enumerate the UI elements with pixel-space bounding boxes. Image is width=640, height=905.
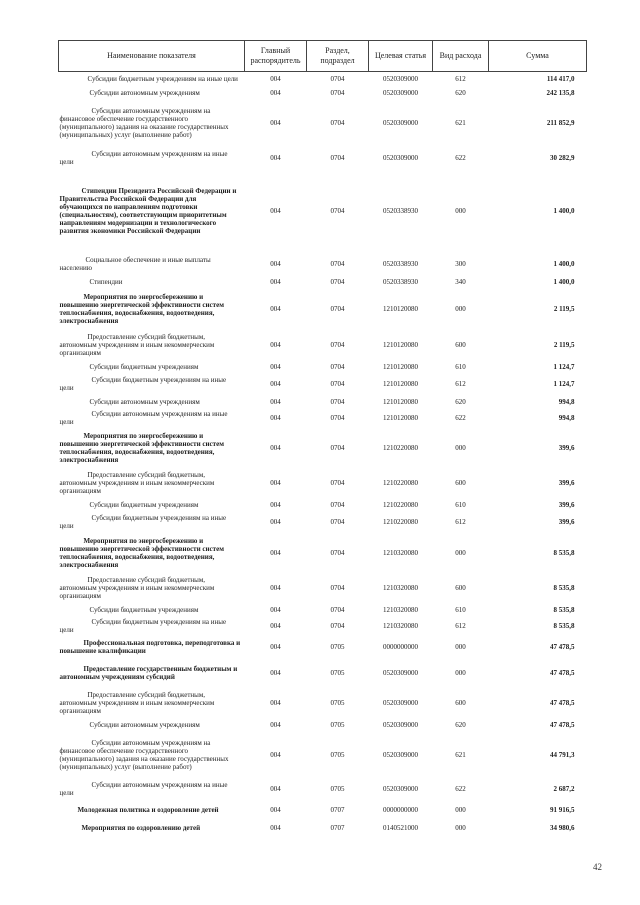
- row-name-text: Стипендии Президента Российской Федерации и Правительства Российской Федерации для обучающихся по направлениям подготовки (специальностям), соответствующим приоритетным направлениям модернизации и технологического развития экономики Российской Федерации: [59, 187, 237, 235]
- row-name-text: Предоставление субсидий бюджетным, автономным учреждениям и иным некоммерческим организациям: [59, 691, 215, 715]
- table-row: [59, 99, 587, 147]
- row-grbs: 004: [270, 549, 281, 557]
- row-exp-type: 610: [455, 605, 466, 614]
- row-exp-type: 620: [455, 720, 466, 729]
- row-target: 1210320080: [383, 584, 418, 592]
- row-grbs: 004: [270, 75, 281, 83]
- row-exp-type: 621: [455, 751, 466, 759]
- row-exp-type: 622: [455, 785, 466, 793]
- row-grbs: 004: [270, 154, 281, 162]
- row-name: [59, 253, 245, 275]
- row-name: [59, 658, 245, 688]
- row-exp-type: 000: [455, 806, 466, 814]
- table-row: [59, 718, 587, 731]
- row-name-text: Субсидии бюджетным учреждениям: [89, 605, 199, 614]
- budget-table-container: [58, 40, 586, 835]
- row-sum: 2 119,5: [553, 341, 575, 349]
- row-section: 0704: [330, 277, 345, 286]
- row-name-text: Субсидии бюджетным учреждениям на иные цели: [59, 514, 227, 530]
- row-name-text: Субсидии автономным учреждениям на иные цели: [59, 781, 228, 797]
- row-name-text: Предоставление субсидий бюджетным, автономным учреждениям и иным некоммерческим организациям: [59, 333, 215, 357]
- row-target: 0140521000: [383, 824, 418, 832]
- row-name-text: Субсидии бюджетным учреждениям на иные цели: [59, 376, 227, 392]
- row-exp-type: 600: [455, 341, 466, 349]
- row-target: 0520309000: [383, 720, 418, 729]
- row-name-text: Субсидии автономным учреждениям: [89, 88, 200, 97]
- row-name: [59, 821, 245, 835]
- table-row: [59, 408, 587, 428]
- table-row: [59, 511, 587, 533]
- row-grbs: 004: [270, 362, 281, 371]
- row-section: 0704: [330, 622, 345, 630]
- row-target: 1210120080: [383, 362, 418, 371]
- row-name: [59, 169, 245, 253]
- row-name: [59, 799, 245, 821]
- row-sum: 399,6: [558, 479, 575, 487]
- row-name: [59, 616, 245, 636]
- table-row: [59, 330, 587, 360]
- row-grbs: 004: [270, 605, 281, 614]
- table-row: [59, 72, 587, 87]
- row-grbs: 004: [270, 444, 281, 452]
- row-grbs: 004: [270, 669, 281, 677]
- row-name: [59, 72, 245, 87]
- row-section: 0704: [330, 549, 345, 557]
- row-name-text: Субсидии бюджетным учреждениям: [89, 500, 199, 509]
- row-grbs: 004: [270, 622, 281, 630]
- row-grbs: 004: [270, 518, 281, 526]
- row-target: 0520338930: [383, 260, 418, 268]
- row-exp-type: 000: [455, 444, 466, 452]
- row-sum: 994,8: [558, 397, 575, 406]
- table-row: [59, 275, 587, 288]
- row-exp-type: 340: [455, 277, 466, 286]
- row-section: 0704: [330, 260, 345, 268]
- row-name-text: Субсидии автономным учреждениям: [89, 397, 200, 406]
- row-section: 0704: [330, 584, 345, 592]
- row-name: [59, 408, 245, 428]
- row-section: 0704: [330, 207, 345, 215]
- row-sum: 44 791,3: [550, 751, 575, 759]
- row-sum: 47 478,5: [550, 720, 575, 729]
- row-target: 1210220080: [383, 518, 418, 526]
- row-target: 0520309000: [383, 699, 418, 707]
- row-grbs: 004: [270, 785, 281, 793]
- row-exp-type: 600: [455, 699, 466, 707]
- row-section: 0705: [330, 751, 345, 759]
- row-section: 0707: [330, 806, 345, 814]
- row-target: 1210320080: [383, 549, 418, 557]
- row-section: 0704: [330, 341, 345, 349]
- row-section: 0705: [330, 785, 345, 793]
- row-sum: 399,6: [558, 500, 575, 509]
- row-sum: 1 124,7: [553, 362, 575, 371]
- header-grbs: Главный распорядитель: [245, 41, 307, 72]
- row-grbs: 004: [270, 260, 281, 268]
- row-exp-type: 000: [455, 643, 466, 651]
- row-grbs: 004: [270, 584, 281, 592]
- row-section: 0707: [330, 824, 345, 832]
- row-name-text: Субсидии автономным учреждениям на иные цели: [59, 150, 228, 166]
- table-row: [59, 147, 587, 169]
- row-target: 0000000000: [383, 806, 418, 814]
- row-exp-type: 000: [455, 824, 466, 832]
- row-grbs: 004: [270, 341, 281, 349]
- row-target: 1210220080: [383, 444, 418, 452]
- row-name-text: Субсидии автономным учреждениям на финансовое обеспечение государственного (муниципального) задания на оказание государственных (муниципальных) услуг (выполнение работ): [59, 107, 229, 139]
- row-exp-type: 610: [455, 362, 466, 371]
- table-row: [59, 731, 587, 779]
- row-target: 0520338930: [383, 207, 418, 215]
- row-name: [59, 395, 245, 408]
- row-target: 0520309000: [383, 75, 418, 83]
- row-sum: 34 980,6: [550, 824, 575, 832]
- row-exp-type: 622: [455, 414, 466, 422]
- row-target: 0000000000: [383, 643, 418, 651]
- row-target: 0520309000: [383, 669, 418, 677]
- row-sum: 1 400,0: [553, 277, 575, 286]
- header-sum: Сумма: [489, 41, 587, 72]
- row-name-text: Мероприятия по энергосбережению и повышению энергетической эффективности систем теплоснабжения, водоснабжения, водоотведения, электроснабжения: [59, 537, 224, 569]
- header-name: Наименование показателя: [59, 41, 245, 72]
- row-grbs: 004: [270, 207, 281, 215]
- row-name-text: Субсидии бюджетным учреждениям на иные цели: [87, 75, 238, 83]
- row-sum: 1 400,0: [553, 260, 575, 268]
- row-exp-type: 612: [455, 75, 466, 83]
- row-name: [59, 360, 245, 373]
- row-name: [59, 718, 245, 731]
- row-sum: 47 478,5: [550, 699, 575, 707]
- row-grbs: 004: [270, 806, 281, 814]
- row-section: 0705: [330, 720, 345, 729]
- row-name: [59, 779, 245, 799]
- row-target: 1210120080: [383, 414, 418, 422]
- row-name-text: Стипендии: [89, 277, 123, 286]
- row-grbs: 004: [270, 643, 281, 651]
- row-name-text: Молодежная политика и оздоровление детей: [77, 806, 219, 814]
- header-section: Раздел, подраздел: [307, 41, 369, 72]
- row-name: [59, 688, 245, 718]
- row-target: 0520309000: [383, 785, 418, 793]
- row-grbs: 004: [270, 380, 281, 388]
- row-sum: 1 124,7: [553, 380, 575, 388]
- row-sum: 8 535,8: [553, 605, 575, 614]
- row-target: 1210320080: [383, 605, 418, 614]
- table-row: [59, 779, 587, 799]
- row-grbs: 004: [270, 88, 281, 97]
- row-sum: 8 535,8: [553, 584, 575, 592]
- row-section: 0704: [330, 119, 345, 127]
- row-grbs: 004: [270, 277, 281, 286]
- row-name: [59, 373, 245, 395]
- row-exp-type: 000: [455, 207, 466, 215]
- header-target: Целевая статья: [369, 41, 433, 72]
- row-target: 1210220080: [383, 500, 418, 509]
- budget-table: [58, 40, 587, 835]
- row-section: 0705: [330, 699, 345, 707]
- row-section: 0704: [330, 500, 345, 509]
- row-exp-type: 600: [455, 584, 466, 592]
- row-section: 0704: [330, 75, 345, 83]
- row-name: [59, 731, 245, 779]
- table-row: [59, 360, 587, 373]
- row-target: 1210320080: [383, 622, 418, 630]
- row-name: [59, 533, 245, 573]
- table-row: [59, 498, 587, 511]
- table-row: [59, 395, 587, 408]
- row-grbs: 004: [270, 414, 281, 422]
- row-exp-type: 620: [455, 88, 466, 97]
- row-name-text: Мероприятия по оздоровлению детей: [81, 824, 201, 832]
- row-exp-type: 612: [455, 380, 466, 388]
- row-exp-type: 620: [455, 397, 466, 406]
- row-sum: 30 282,9: [550, 154, 575, 162]
- row-target: 1210120080: [383, 380, 418, 388]
- row-sum: 399,6: [558, 444, 575, 452]
- row-name: [59, 275, 245, 288]
- row-name-text: Субсидии бюджетным учреждениям на иные цели: [59, 618, 227, 634]
- table-row: [59, 86, 587, 99]
- row-sum: 8 535,8: [553, 549, 575, 557]
- row-grbs: 004: [270, 119, 281, 127]
- row-sum: 114 417,0: [546, 75, 575, 83]
- row-section: 0704: [330, 414, 345, 422]
- row-section: 0705: [330, 643, 345, 651]
- row-sum: 91 916,5: [550, 806, 575, 814]
- table-row: [59, 616, 587, 636]
- row-exp-type: 000: [455, 305, 466, 313]
- row-name-text: Предоставление субсидий бюджетным, автономным учреждениям и иным некоммерческим организациям: [59, 576, 215, 600]
- table-row: [59, 603, 587, 616]
- row-name: [59, 573, 245, 603]
- row-target: 0520309000: [383, 119, 418, 127]
- row-exp-type: 610: [455, 500, 466, 509]
- table-row: [59, 573, 587, 603]
- row-section: 0704: [330, 305, 345, 313]
- row-grbs: 004: [270, 397, 281, 406]
- row-exp-type: 000: [455, 669, 466, 677]
- row-name: [59, 86, 245, 99]
- table-row: [59, 688, 587, 718]
- row-target: 0520309000: [383, 751, 418, 759]
- row-sum: 399,6: [558, 518, 575, 526]
- row-section: 0704: [330, 362, 345, 371]
- header-exp-type: Вид расхода: [433, 41, 489, 72]
- row-grbs: 004: [270, 751, 281, 759]
- row-sum: 2 687,2: [553, 785, 575, 793]
- row-name-text: Предоставление государственным бюджетным и автономным учреждениям субсидий: [59, 665, 238, 681]
- row-name: [59, 468, 245, 498]
- row-name: [59, 99, 245, 147]
- row-section: 0704: [330, 154, 345, 162]
- row-section: 0704: [330, 380, 345, 388]
- table-row: [59, 533, 587, 573]
- table-row: [59, 821, 587, 835]
- row-section: 0704: [330, 88, 345, 97]
- row-name: [59, 636, 245, 658]
- row-name-text: Субсидии автономным учреждениям на иные цели: [59, 410, 228, 426]
- table-row: [59, 428, 587, 468]
- row-sum: 1 400,0: [553, 207, 575, 215]
- row-sum: 994,8: [558, 414, 575, 422]
- row-sum: 47 478,5: [550, 669, 575, 677]
- table-row: [59, 288, 587, 330]
- row-name: [59, 288, 245, 330]
- row-sum: 211 852,9: [546, 119, 575, 127]
- row-name: [59, 330, 245, 360]
- row-section: 0704: [330, 444, 345, 452]
- row-name-text: Социальное обеспечение и иные выплаты населению: [59, 256, 211, 272]
- table-row: [59, 799, 587, 821]
- row-grbs: 004: [270, 824, 281, 832]
- row-sum: 47 478,5: [550, 643, 575, 651]
- row-section: 0705: [330, 669, 345, 677]
- row-name-text: Мероприятия по энергосбережению и повышению энергетической эффективности систем теплоснабжения, водоснабжения, водоотведения, электроснабжения: [59, 293, 224, 325]
- row-name: [59, 511, 245, 533]
- row-name-text: Субсидии бюджетным учреждениям: [89, 362, 199, 371]
- row-sum: 8 535,8: [553, 622, 575, 630]
- table-row: [59, 253, 587, 275]
- row-exp-type: 612: [455, 622, 466, 630]
- row-sum: 2 119,5: [553, 305, 575, 313]
- row-target: 1210120080: [383, 341, 418, 349]
- table-row: [59, 468, 587, 498]
- row-grbs: 004: [270, 500, 281, 509]
- row-name: [59, 147, 245, 169]
- row-target: 0520338930: [383, 277, 418, 286]
- row-section: 0704: [330, 397, 345, 406]
- row-section: 0704: [330, 605, 345, 614]
- row-grbs: 004: [270, 479, 281, 487]
- row-name-text: Предоставление субсидий бюджетным, автономным учреждениям и иным некоммерческим организациям: [59, 471, 215, 495]
- row-target: 0520309000: [383, 154, 418, 162]
- row-exp-type: 600: [455, 479, 466, 487]
- table-row: [59, 169, 587, 253]
- row-name-text: Мероприятия по энергосбережению и повышению энергетической эффективности систем теплоснабжения, водоснабжения, водоотведения, электроснабжения: [59, 432, 224, 464]
- row-name-text: Субсидии автономным учреждениям: [89, 720, 200, 729]
- table-body: [59, 72, 587, 836]
- row-target: 0520309000: [383, 88, 418, 97]
- table-row: [59, 658, 587, 688]
- row-exp-type: 300: [455, 260, 466, 268]
- table-header: [59, 41, 587, 72]
- row-section: 0704: [330, 479, 345, 487]
- row-exp-type: 622: [455, 154, 466, 162]
- row-name: [59, 428, 245, 468]
- row-name: [59, 498, 245, 511]
- row-target: 1210220080: [383, 479, 418, 487]
- row-target: 1210120080: [383, 397, 418, 406]
- row-section: 0704: [330, 518, 345, 526]
- row-sum: 242 135,8: [546, 88, 575, 97]
- row-grbs: 004: [270, 699, 281, 707]
- row-exp-type: 612: [455, 518, 466, 526]
- table-row: [59, 373, 587, 395]
- row-grbs: 004: [270, 720, 281, 729]
- row-grbs: 004: [270, 305, 281, 313]
- row-target: 1210120080: [383, 305, 418, 313]
- row-exp-type: 621: [455, 119, 466, 127]
- row-name: [59, 603, 245, 616]
- row-exp-type: 000: [455, 549, 466, 557]
- page-number: 42: [593, 862, 602, 872]
- row-name-text: Субсидии автономным учреждениям на финансовое обеспечение государственного (муниципального) задания на оказание государственных (муниципальных) услуг (выполнение работ): [59, 739, 229, 771]
- table-row: [59, 636, 587, 658]
- row-name-text: Профессиональная подготовка, переподготовка и повышение квалификации: [59, 639, 241, 655]
